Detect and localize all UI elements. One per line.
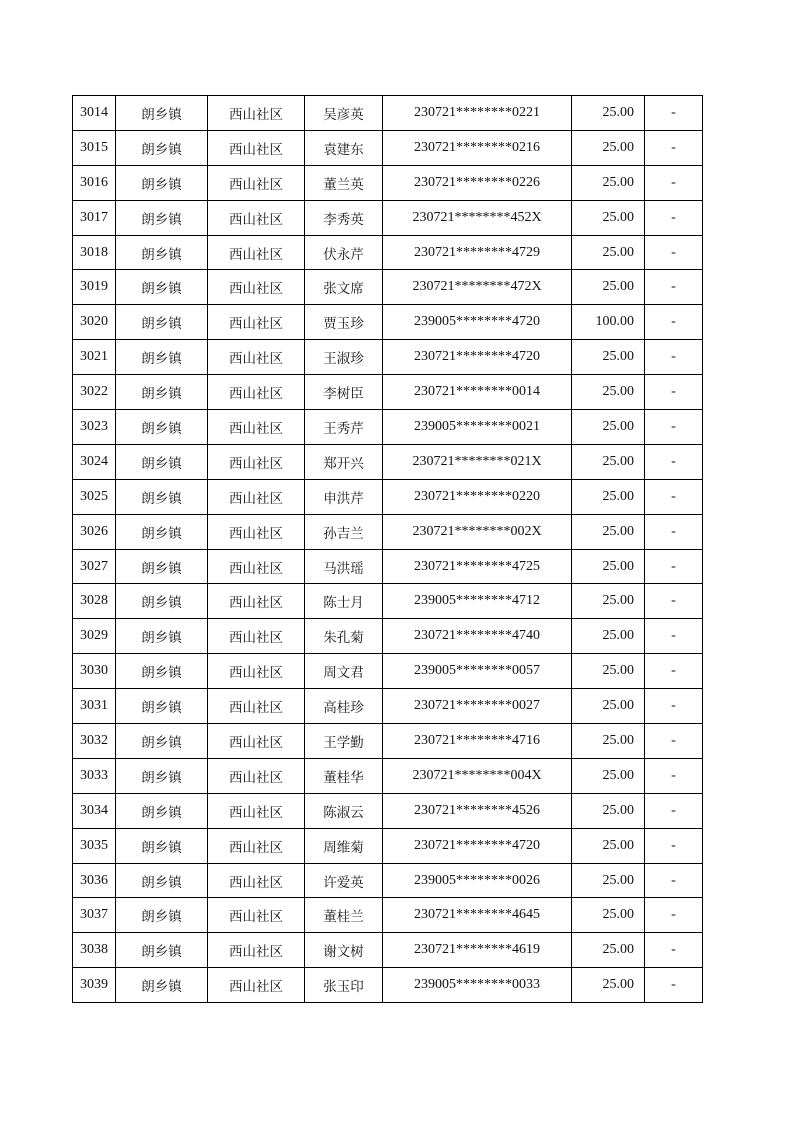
town-cell: 朗乡镇 <box>116 270 208 305</box>
id-number-cell: 230721********4740 <box>383 619 572 654</box>
subsidy-table <box>72 95 703 1003</box>
person-name-cell: 许爱英 <box>305 863 383 898</box>
amount-cell: 25.00 <box>572 410 645 445</box>
community-cell: 西山社区 <box>208 584 305 619</box>
town-cell: 朗乡镇 <box>116 340 208 375</box>
community-cell: 西山社区 <box>208 689 305 724</box>
person-name-cell: 李树臣 <box>305 375 383 410</box>
table-row <box>73 863 703 898</box>
note-cell: - <box>645 724 703 759</box>
community-cell: 西山社区 <box>208 514 305 549</box>
table-row <box>73 654 703 689</box>
town-cell: 朗乡镇 <box>116 375 208 410</box>
community-cell: 西山社区 <box>208 758 305 793</box>
note-cell: - <box>645 165 703 200</box>
note-cell: - <box>645 130 703 165</box>
person-name-cell: 董桂华 <box>305 758 383 793</box>
town-cell: 朗乡镇 <box>116 130 208 165</box>
person-name-cell: 王学勤 <box>305 724 383 759</box>
amount-cell: 25.00 <box>572 96 645 131</box>
table-row <box>73 933 703 968</box>
amount-cell: 25.00 <box>572 479 645 514</box>
row-number-cell: 3016 <box>73 165 116 200</box>
community-cell: 西山社区 <box>208 305 305 340</box>
amount-cell: 100.00 <box>572 305 645 340</box>
row-number-cell: 3035 <box>73 828 116 863</box>
person-name-cell: 谢文树 <box>305 933 383 968</box>
table-row <box>73 305 703 340</box>
row-number-cell: 3027 <box>73 549 116 584</box>
person-name-cell: 周文君 <box>305 654 383 689</box>
community-cell: 西山社区 <box>208 270 305 305</box>
note-cell: - <box>645 375 703 410</box>
community-cell: 西山社区 <box>208 898 305 933</box>
community-cell: 西山社区 <box>208 724 305 759</box>
table-row <box>73 410 703 445</box>
amount-cell: 25.00 <box>572 200 645 235</box>
table-row <box>73 549 703 584</box>
id-number-cell: 230721********452X <box>383 200 572 235</box>
table-row <box>73 444 703 479</box>
note-cell: - <box>645 549 703 584</box>
amount-cell: 25.00 <box>572 898 645 933</box>
table-row <box>73 340 703 375</box>
id-number-cell: 239005********0026 <box>383 863 572 898</box>
person-name-cell: 孙吉兰 <box>305 514 383 549</box>
id-number-cell: 230721********4645 <box>383 898 572 933</box>
row-number-cell: 3019 <box>73 270 116 305</box>
row-number-cell: 3030 <box>73 654 116 689</box>
id-number-cell: 239005********0021 <box>383 410 572 445</box>
note-cell: - <box>645 619 703 654</box>
row-number-cell: 3038 <box>73 933 116 968</box>
table-row <box>73 968 703 1003</box>
row-number-cell: 3039 <box>73 968 116 1003</box>
table-row <box>73 724 703 759</box>
person-name-cell: 申洪芹 <box>305 479 383 514</box>
amount-cell: 25.00 <box>572 340 645 375</box>
amount-cell: 25.00 <box>572 130 645 165</box>
community-cell: 西山社区 <box>208 654 305 689</box>
note-cell: - <box>645 654 703 689</box>
amount-cell: 25.00 <box>572 793 645 828</box>
town-cell: 朗乡镇 <box>116 828 208 863</box>
town-cell: 朗乡镇 <box>116 305 208 340</box>
community-cell: 西山社区 <box>208 968 305 1003</box>
table-row <box>73 758 703 793</box>
row-number-cell: 3033 <box>73 758 116 793</box>
town-cell: 朗乡镇 <box>116 654 208 689</box>
person-name-cell: 马洪瑶 <box>305 549 383 584</box>
town-cell: 朗乡镇 <box>116 619 208 654</box>
town-cell: 朗乡镇 <box>116 165 208 200</box>
table-row <box>73 165 703 200</box>
town-cell: 朗乡镇 <box>116 514 208 549</box>
town-cell: 朗乡镇 <box>116 724 208 759</box>
id-number-cell: 230721********0226 <box>383 165 572 200</box>
person-name-cell: 吴彦英 <box>305 96 383 131</box>
community-cell: 西山社区 <box>208 933 305 968</box>
community-cell: 西山社区 <box>208 828 305 863</box>
person-name-cell: 董兰英 <box>305 165 383 200</box>
note-cell: - <box>645 270 703 305</box>
id-number-cell: 230721********4720 <box>383 828 572 863</box>
row-number-cell: 3031 <box>73 689 116 724</box>
person-name-cell: 张文席 <box>305 270 383 305</box>
note-cell: - <box>645 305 703 340</box>
table-row <box>73 235 703 270</box>
town-cell: 朗乡镇 <box>116 863 208 898</box>
id-number-cell: 230721********4720 <box>383 340 572 375</box>
town-cell: 朗乡镇 <box>116 479 208 514</box>
row-number-cell: 3015 <box>73 130 116 165</box>
amount-cell: 25.00 <box>572 549 645 584</box>
town-cell: 朗乡镇 <box>116 898 208 933</box>
amount-cell: 25.00 <box>572 758 645 793</box>
person-name-cell: 周维菊 <box>305 828 383 863</box>
town-cell: 朗乡镇 <box>116 933 208 968</box>
town-cell: 朗乡镇 <box>116 584 208 619</box>
note-cell: - <box>645 584 703 619</box>
table-row <box>73 689 703 724</box>
town-cell: 朗乡镇 <box>116 96 208 131</box>
town-cell: 朗乡镇 <box>116 689 208 724</box>
note-cell: - <box>645 898 703 933</box>
person-name-cell: 李秀英 <box>305 200 383 235</box>
table-row <box>73 584 703 619</box>
row-number-cell: 3029 <box>73 619 116 654</box>
note-cell: - <box>645 479 703 514</box>
note-cell: - <box>645 514 703 549</box>
amount-cell: 25.00 <box>572 724 645 759</box>
id-number-cell: 230721********0216 <box>383 130 572 165</box>
note-cell: - <box>645 828 703 863</box>
table-row <box>73 130 703 165</box>
community-cell: 西山社区 <box>208 793 305 828</box>
person-name-cell: 陈士月 <box>305 584 383 619</box>
note-cell: - <box>645 689 703 724</box>
table-row <box>73 479 703 514</box>
table-row <box>73 200 703 235</box>
note-cell: - <box>645 96 703 131</box>
id-number-cell: 230721********4729 <box>383 235 572 270</box>
id-number-cell: 230721********002X <box>383 514 572 549</box>
row-number-cell: 3028 <box>73 584 116 619</box>
person-name-cell: 贾玉珍 <box>305 305 383 340</box>
amount-cell: 25.00 <box>572 235 645 270</box>
person-name-cell: 伏永芹 <box>305 235 383 270</box>
person-name-cell: 朱孔菊 <box>305 619 383 654</box>
table-row <box>73 514 703 549</box>
row-number-cell: 3018 <box>73 235 116 270</box>
person-name-cell: 郑开兴 <box>305 444 383 479</box>
amount-cell: 25.00 <box>572 375 645 410</box>
id-number-cell: 230721********4619 <box>383 933 572 968</box>
row-number-cell: 3025 <box>73 479 116 514</box>
community-cell: 西山社区 <box>208 130 305 165</box>
note-cell: - <box>645 933 703 968</box>
row-number-cell: 3036 <box>73 863 116 898</box>
community-cell: 西山社区 <box>208 340 305 375</box>
id-number-cell: 230721********4725 <box>383 549 572 584</box>
note-cell: - <box>645 410 703 445</box>
community-cell: 西山社区 <box>208 165 305 200</box>
community-cell: 西山社区 <box>208 444 305 479</box>
town-cell: 朗乡镇 <box>116 758 208 793</box>
table-row <box>73 375 703 410</box>
id-number-cell: 230721********472X <box>383 270 572 305</box>
id-number-cell: 230721********0220 <box>383 479 572 514</box>
id-number-cell: 230721********4716 <box>383 724 572 759</box>
row-number-cell: 3021 <box>73 340 116 375</box>
row-number-cell: 3034 <box>73 793 116 828</box>
row-number-cell: 3026 <box>73 514 116 549</box>
table-row <box>73 898 703 933</box>
community-cell: 西山社区 <box>208 863 305 898</box>
id-number-cell: 230721********004X <box>383 758 572 793</box>
row-number-cell: 3032 <box>73 724 116 759</box>
note-cell: - <box>645 968 703 1003</box>
id-number-cell: 230721********4526 <box>383 793 572 828</box>
amount-cell: 25.00 <box>572 165 645 200</box>
person-name-cell: 王淑珍 <box>305 340 383 375</box>
amount-cell: 25.00 <box>572 619 645 654</box>
town-cell: 朗乡镇 <box>116 410 208 445</box>
note-cell: - <box>645 200 703 235</box>
community-cell: 西山社区 <box>208 410 305 445</box>
amount-cell: 25.00 <box>572 968 645 1003</box>
row-number-cell: 3037 <box>73 898 116 933</box>
person-name-cell: 王秀芹 <box>305 410 383 445</box>
row-number-cell: 3024 <box>73 444 116 479</box>
town-cell: 朗乡镇 <box>116 793 208 828</box>
amount-cell: 25.00 <box>572 689 645 724</box>
town-cell: 朗乡镇 <box>116 549 208 584</box>
row-number-cell: 3023 <box>73 410 116 445</box>
row-number-cell: 3014 <box>73 96 116 131</box>
id-number-cell: 230721********0221 <box>383 96 572 131</box>
person-name-cell: 张玉印 <box>305 968 383 1003</box>
person-name-cell: 陈淑云 <box>305 793 383 828</box>
person-name-cell: 高桂珍 <box>305 689 383 724</box>
id-number-cell: 230721********0027 <box>383 689 572 724</box>
id-number-cell: 239005********0057 <box>383 654 572 689</box>
amount-cell: 25.00 <box>572 444 645 479</box>
table-body <box>73 96 703 1003</box>
note-cell: - <box>645 235 703 270</box>
amount-cell: 25.00 <box>572 270 645 305</box>
id-number-cell: 230721********021X <box>383 444 572 479</box>
town-cell: 朗乡镇 <box>116 235 208 270</box>
note-cell: - <box>645 444 703 479</box>
amount-cell: 25.00 <box>572 863 645 898</box>
note-cell: - <box>645 340 703 375</box>
town-cell: 朗乡镇 <box>116 200 208 235</box>
table-row <box>73 619 703 654</box>
table-row <box>73 828 703 863</box>
town-cell: 朗乡镇 <box>116 968 208 1003</box>
id-number-cell: 239005********4712 <box>383 584 572 619</box>
community-cell: 西山社区 <box>208 235 305 270</box>
community-cell: 西山社区 <box>208 479 305 514</box>
amount-cell: 25.00 <box>572 514 645 549</box>
community-cell: 西山社区 <box>208 200 305 235</box>
table-row <box>73 270 703 305</box>
id-number-cell: 239005********0033 <box>383 968 572 1003</box>
note-cell: - <box>645 863 703 898</box>
person-name-cell: 董桂兰 <box>305 898 383 933</box>
row-number-cell: 3020 <box>73 305 116 340</box>
table-row <box>73 96 703 131</box>
row-number-cell: 3022 <box>73 375 116 410</box>
id-number-cell: 239005********4720 <box>383 305 572 340</box>
row-number-cell: 3017 <box>73 200 116 235</box>
amount-cell: 25.00 <box>572 654 645 689</box>
community-cell: 西山社区 <box>208 375 305 410</box>
amount-cell: 25.00 <box>572 584 645 619</box>
note-cell: - <box>645 758 703 793</box>
community-cell: 西山社区 <box>208 619 305 654</box>
amount-cell: 25.00 <box>572 828 645 863</box>
town-cell: 朗乡镇 <box>116 444 208 479</box>
amount-cell: 25.00 <box>572 933 645 968</box>
person-name-cell: 袁建东 <box>305 130 383 165</box>
table-row <box>73 793 703 828</box>
community-cell: 西山社区 <box>208 549 305 584</box>
note-cell: - <box>645 793 703 828</box>
community-cell: 西山社区 <box>208 96 305 131</box>
id-number-cell: 230721********0014 <box>383 375 572 410</box>
